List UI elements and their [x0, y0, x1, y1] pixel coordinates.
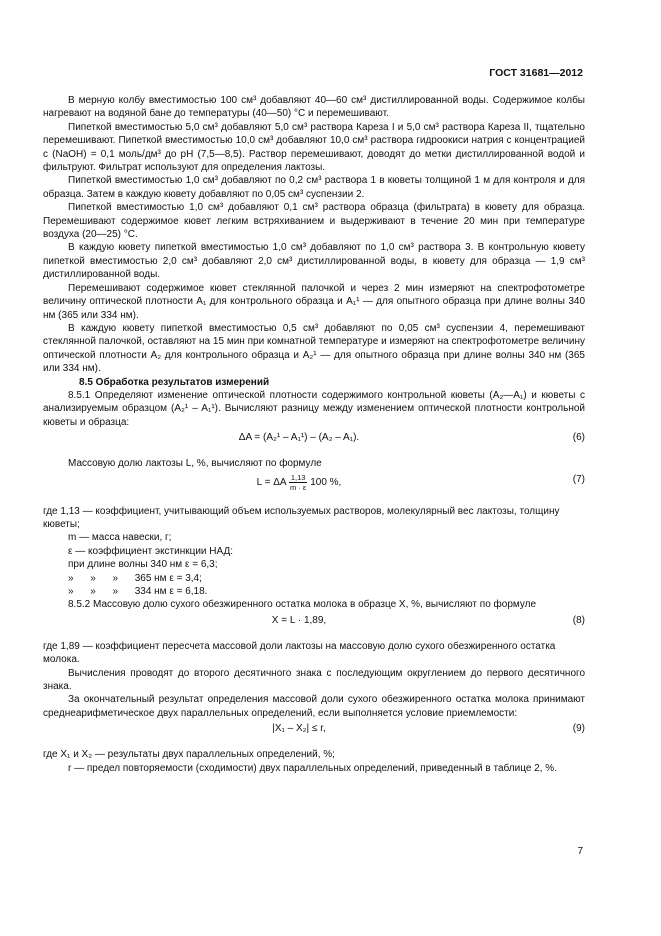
paragraph: В каждую кювету пипеткой вместимостью 0,5 см³ добавляют по 0,05 см³ суспензии 4, перемешивают стеклянной палочкой, оставляют на 15 мин при комнатной температуре и измеряют на спектрофотометре величину оптической плотности A₂ для контрольного образца и A₂¹ — для опытного образца при длине волны 340 нм (365 или 334 нм).	[43, 322, 585, 375]
section-heading: 8.5 Обработка результатов измерений	[79, 376, 270, 388]
paragraph: За окончательный результат определения массовой доли сухого обезжиренного остатка молока принимают среднеарифметическое двух параллельных определений, если выполняется условие приемлемости:	[43, 694, 585, 719]
definition: ε — коэффициент экстинкции НАД:	[68, 545, 234, 557]
formula-9	[43, 722, 585, 742]
formula-7	[43, 473, 585, 499]
formula-expression: |X₁ – X₂| ≤ r,	[272, 723, 326, 735]
definition: r — предел повторяемости (сходимости) двух параллельных определений, приведенный в таблице 2, %.	[68, 762, 557, 774]
paragraph: 8.5.2 Массовую долю сухого обезжиренного остатка молока в образце X, %, вычисляют по формуле	[68, 599, 537, 611]
definition: где X₁ и X₂ — результаты двух параллельных определений, %;	[43, 749, 335, 761]
definition: где 1,89 — коэффициент пересчета массовой доли лактозы на массовую долю сухого обезжиренного остатка молока.	[43, 640, 556, 666]
formula-expression: ΔA = (A₂¹ – A₁¹) – (A₂ – A₁).	[238, 432, 360, 444]
formula-fraction	[289, 473, 308, 492]
definition: при длине волны 340 нм ε = 6,3;	[68, 559, 218, 571]
formula-expression	[43, 473, 555, 492]
formula-rhs: 100 %,	[310, 476, 342, 488]
definition: m — масса навески, г;	[68, 532, 172, 544]
formula-number: (8)	[572, 614, 585, 626]
fraction-denominator: m · ε	[289, 482, 307, 492]
formula-number: (6)	[572, 432, 585, 444]
formula-8	[43, 614, 585, 634]
document-body	[43, 94, 585, 775]
formula-lhs: L = ΔA	[256, 476, 287, 488]
fraction-numerator: 1,13	[290, 472, 306, 482]
paragraph: Вычисления проводят до второго десятичного знака с последующим округлением до первого десятичного знака.	[43, 667, 585, 693]
definition: где 1,13 — коэффициент, учитывающий объем используемых растворов, молекулярный вес лактозы, толщину кюветы;	[43, 505, 560, 530]
page-number: 7	[577, 846, 583, 857]
paragraph: Пипеткой вместимостью 1,0 см³ добавляют 0,1 см³ раствора образца (фильтрата) в кювету для образца. Перемешивают содержимое кювет легким встряхиванием и выдерживают в течение 20 мин при температуре воздуха (20—25) °С.	[43, 202, 585, 241]
paragraph: В каждую кювету пипеткой вместимостью 1,0 см³ добавляют по 1,0 см³ раствора 3. В контрольную кювету пипеткой вместимостью 2,0 см³ добавляют 2,0 см³ дистиллированной воды, в кювету для образца — 1,9 см³ дистиллированной воды.	[43, 242, 585, 281]
formula-expression: X = L · 1,89,	[271, 614, 327, 626]
definition: » » » 365 нм ε = 3,4;	[68, 572, 202, 584]
formula-number: (7)	[572, 473, 585, 485]
standard-header: ГОСТ 31681—2012	[489, 67, 583, 79]
paragraph: В мерную колбу вместимостью 100 см³ добавляют 40—60 см³ дистиллированной воды. Содержимое колбы нагревают на водяной бане до температуры (40—50) °С и перемешивают.	[43, 95, 585, 120]
formula-6	[43, 431, 585, 451]
paragraph: Пипеткой вместимостью 1,0 см³ добавляют по 0,2 см³ раствора 1 в кюветы толщиной 1 м для контроля и для образца. Затем в каждую кювету добавляют по 0,05 см³ суспензии 2.	[43, 175, 585, 200]
formula-number: (9)	[572, 723, 585, 735]
definition: » » » 334 нм ε = 6,18.	[68, 586, 208, 597]
paragraph: 8.5.1 Определяют изменение оптической плотности содержимого контрольной кюветы (A₂—A₁) и кюветы с анализируемым образцом (A₂¹ – A₁¹). Вычисляют разницу между изменением оптической плотности контрольной кюветы и образца:	[43, 389, 585, 428]
paragraph: Массовую долю лактозы L, %, вычисляют по формуле	[68, 458, 322, 470]
paragraph: Перемешивают содержимое кювет стеклянной палочкой и через 2 мин измеряют на спектрофотометре величину оптической плотности A₁ для контрольного образца и A₁¹ — для опытного образца при длине волны 340 нм (365 или 334 нм).	[43, 282, 585, 321]
paragraph: Пипеткой вместимостью 5,0 см³ добавляют 5,0 см³ раствора Кареза I и 5,0 см³ раствора Кареза II, тщательно перемешивают. Пипеткой вместимостью 10,0 см³ добавляют 10,0 см³ раствора гидроокиси натрия с концентрацией c (NaOH) = 0,1 моль/дм³ до рН (7,5—8,5). Раствор перемешивают, доводят до метки дистиллированной водой и фильтруют. Фильтрат используют для определения лактозы.	[43, 121, 585, 174]
